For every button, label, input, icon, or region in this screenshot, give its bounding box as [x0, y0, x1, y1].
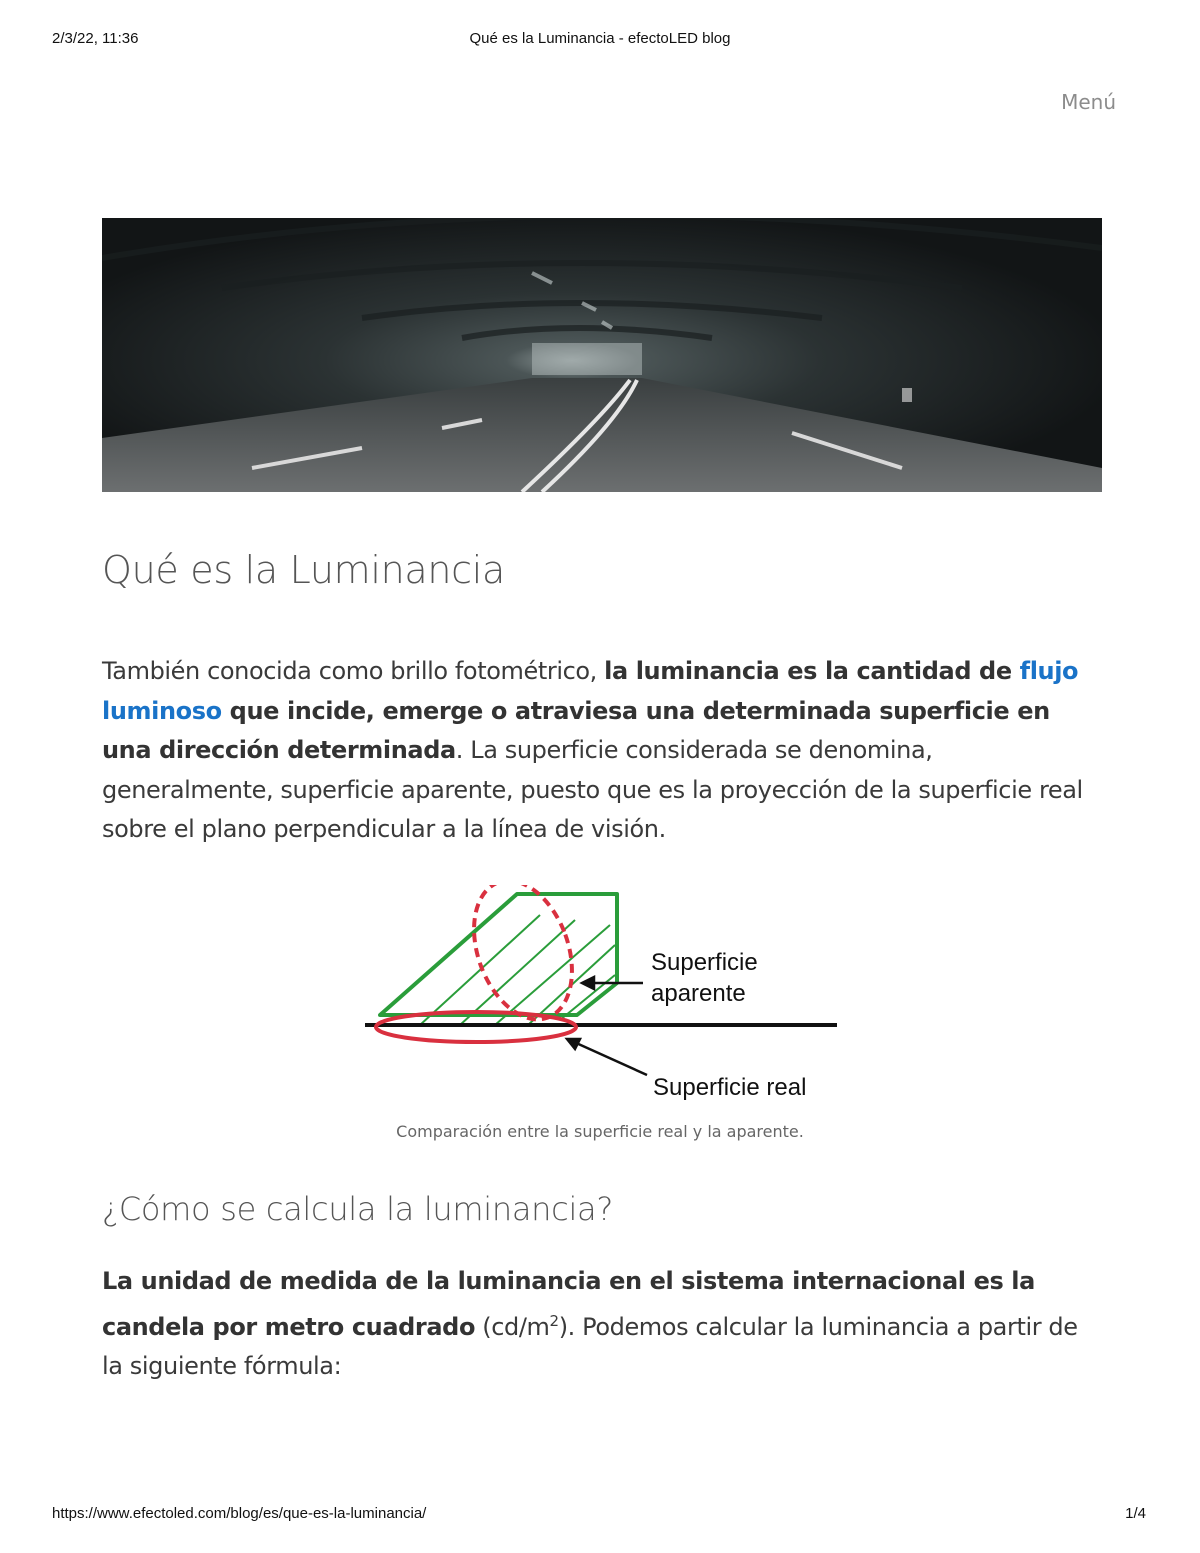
intro-paragraph	[102, 652, 1102, 850]
label-superficie: Superficie	[651, 949, 758, 976]
section-bold-1: La unidad de medida de la luminancia en el sistema internacional es la candela por metro cuadrado	[102, 1267, 1035, 1341]
diagram-svg	[360, 885, 840, 1105]
intro-bold-2: que incide, emerge o atraviesa una determinada superficie en una dirección determinada	[102, 696, 1050, 764]
figure-caption: Comparación entre la superficie real y la aparente.	[396, 1122, 804, 1141]
intro-text-1: También conocida como brillo fotométrico,	[102, 657, 605, 685]
section-text-2: ). Podemos calcular la luminancia a partir de la siguiente fórmula:	[102, 1312, 1078, 1380]
flujo-luminoso-link[interactable]: flujo luminoso	[102, 657, 1079, 725]
print-page-title: Qué es la Luminancia - efectoLED blog	[469, 30, 731, 47]
apparent-surface-outline	[380, 894, 617, 1015]
print-datetime: 2/3/22, 11:36	[52, 30, 139, 47]
section-paragraph	[102, 1262, 1102, 1387]
section-text-1: (cd/m	[475, 1312, 550, 1341]
section-title: ¿Cómo se calcula la luminancia?	[102, 1190, 614, 1228]
print-header	[0, 30, 1200, 50]
menu-button[interactable]: Menú	[1061, 90, 1116, 114]
print-footer	[0, 1505, 1200, 1525]
print-page-number: 1/4	[1125, 1505, 1146, 1522]
tunnel-illustration	[102, 218, 1102, 492]
surface-comparison-diagram	[360, 885, 840, 1105]
label-superficie-real: Superficie real	[653, 1074, 807, 1101]
intro-text-2: . La superficie considerada se denomina, generalmente, superficie aparente, puesto que es la proyección de la superficie real sobre el plano perpendicular a la línea de visión.	[102, 736, 1083, 843]
intro-bold-1: la luminancia es la cantidad de	[604, 657, 1020, 685]
section-superscript: 2	[549, 1311, 559, 1330]
print-url: https://www.efectoled.com/blog/es/que-es-la-luminancia/	[52, 1505, 427, 1522]
label-aparente: aparente	[651, 980, 746, 1007]
hero-image-tunnel	[102, 218, 1102, 492]
article-title: Qué es la Luminancia	[102, 548, 505, 592]
